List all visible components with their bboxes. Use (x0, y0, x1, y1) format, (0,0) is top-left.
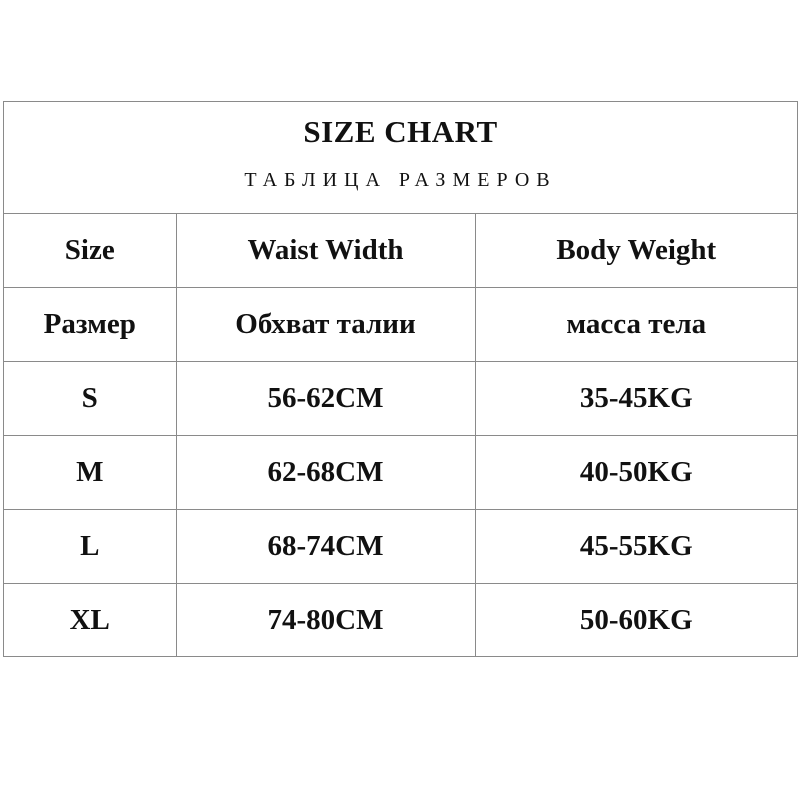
column-header-weight: Body Weight (475, 214, 797, 288)
chart-title: SIZE CHART (303, 114, 498, 149)
column-header-weight-ru: масса тела (475, 288, 797, 362)
header-row-ru (4, 288, 797, 362)
waist-cell: 74-80CM (176, 584, 475, 658)
table-row (4, 436, 797, 510)
column-header-size: Size (64, 234, 115, 266)
table-row (4, 362, 797, 436)
chart-subtitle: ТАБЛИЦА РАЗМЕРОВ (244, 169, 557, 191)
waist-cell: 62-68CM (176, 436, 475, 510)
size-cell: S (4, 362, 176, 436)
column-header-waist: Waist Width (176, 214, 475, 288)
size-cell: L (4, 510, 176, 584)
column-header-size-ru: Размер (4, 288, 176, 362)
weight-cell: 35-45KG (475, 362, 797, 436)
size-cell: XL (4, 584, 176, 658)
column-header-waist-ru: Обхват талии (176, 288, 475, 362)
chart-header (4, 102, 797, 214)
weight-cell: 40-50KG (475, 436, 797, 510)
weight-cell: 50-60KG (475, 584, 797, 658)
table-row (4, 510, 797, 584)
weight-cell: 45-55KG (475, 510, 797, 584)
header-row-en (4, 214, 797, 288)
waist-cell: 68-74CM (176, 510, 475, 584)
size-cell: M (4, 436, 176, 510)
waist-cell: 56-62CM (176, 362, 475, 436)
table-row (4, 584, 797, 658)
size-chart (3, 101, 798, 657)
size-table (4, 214, 797, 657)
